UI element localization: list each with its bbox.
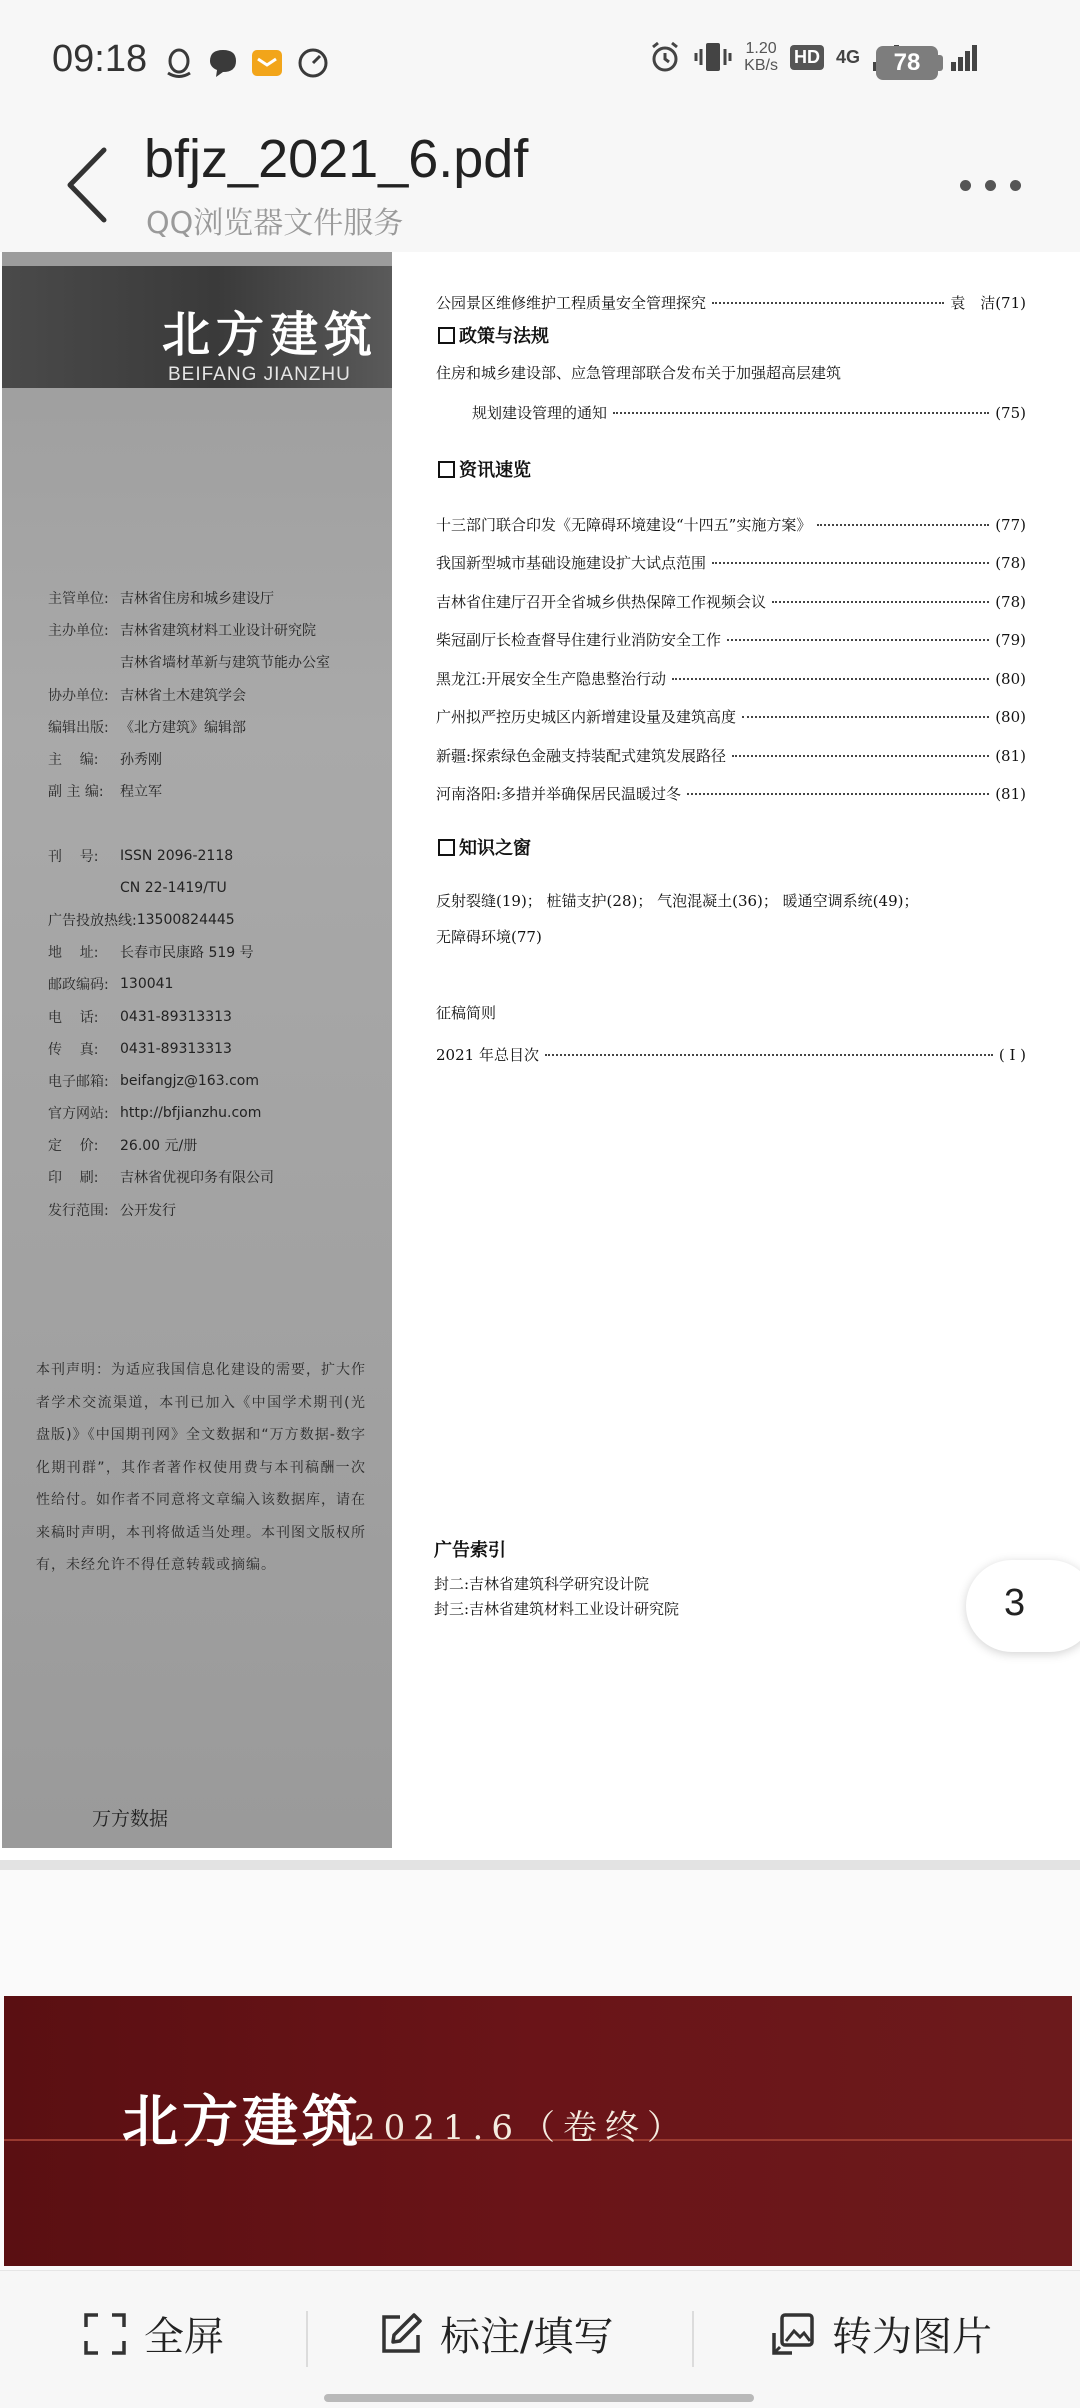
info-row: 官方网站: http://bfjianzhu.com	[48, 1105, 262, 1123]
toc-entry: 河南洛阳:多措并举确保居民温暖过冬 (81)	[436, 785, 1026, 803]
edit-icon	[378, 2311, 424, 2357]
file-subtitle: QQ浏览器文件服务	[146, 206, 404, 241]
info-row: 电 话: 0431-89313313	[48, 1008, 232, 1026]
info-row: 电子邮箱: beifangjz@163.com	[48, 1072, 259, 1090]
info-row: 刊 号: ISSN 2096-2118	[48, 847, 234, 865]
info-row: 印 刷: 吉林省优视印务有限公司	[48, 1170, 274, 1187]
info-row: 发行范围: 公开发行	[48, 1202, 176, 1219]
net-speed: 1.20 KB/s	[744, 40, 778, 74]
toc-section-heading: 知识之窗	[438, 834, 531, 860]
network-4g-label: 4G	[835, 46, 860, 67]
info-row: 地 址: 长春市民康路 519 号	[48, 945, 254, 962]
magazine-logo: 北方建筑	[162, 307, 379, 363]
toc-entry: 2021 年总目次 ( Ⅰ )	[436, 1046, 1026, 1064]
toc-entry: 柴冠副厅长检查督导住建行业消防安全工作 (79)	[436, 631, 1026, 649]
info-row: 定 价: 26.00 元/册	[48, 1138, 198, 1155]
status-bar	[0, 0, 1080, 120]
fullscreen-icon	[82, 2311, 128, 2357]
pdf-page	[0, 252, 1080, 1860]
copyright-notice: 本刊声明：为适应我国信息化建设的需要，扩大作者学术交流渠道，本刊已加入《中国学术期刊(光盘版)》《中国期刊网》全文数据和“万方数据-数字化期刊群”，其作者著作权使用费与本刊稿酬一次性给付。如作者不同意将文章编入该数据库，请在来稿时声明，本刊将做适当处理。本刊图文版权所有，未经允许不得任意转载或摘编。	[36, 1362, 366, 1573]
toc-entry: 我国新型城市基础设施建设扩大试点范围 (78)	[436, 554, 1026, 572]
checkbox-square-icon	[438, 839, 455, 856]
magazine-logo-band	[2, 266, 392, 388]
magazine-logo-en: BEIFANG JIANZHU	[168, 364, 351, 385]
hd-icon: HD	[790, 45, 824, 70]
toc-entry: 反射裂缝(19)； 桩锚支护(28)； 气泡混凝土(36)； 暖通空调系统(49)；	[436, 892, 919, 910]
home-indicator[interactable]	[324, 2394, 754, 2402]
annotate-label: 标注/填写	[440, 2314, 614, 2360]
cover-logo: 北方建筑	[122, 2089, 362, 2155]
checkbox-square-icon	[438, 327, 455, 344]
masthead-info	[48, 582, 388, 1226]
info-row: 编辑出版: 《北方建筑》编辑部	[48, 719, 246, 736]
ad-index	[434, 1536, 679, 1622]
toc-section-heading: 资讯速览	[438, 456, 531, 482]
vibrate-icon	[694, 40, 732, 74]
info-row: 吉林省墙材革新与建筑节能办公室	[120, 655, 330, 672]
info-row: 主管单位: 吉林省住房和城乡建设厅	[48, 591, 274, 608]
back-cover-band	[4, 1996, 1072, 2266]
ad-index-heading: 广告索引	[434, 1540, 506, 1561]
toc-entry: 吉林省住建厅召开全省城乡供热保障工作视频会议 (78)	[436, 593, 1026, 611]
more-dot-icon	[1010, 180, 1021, 191]
toc-entry: 新疆:探索绿色金融支持装配式建筑发展路径 (81)	[436, 747, 1026, 765]
toc-entry: 黑龙江:开展安全生产隐患整治行动 (80)	[436, 670, 1026, 688]
wanfang-watermark: 万方数据	[92, 1808, 169, 1830]
annotate-button[interactable]	[378, 2305, 613, 2362]
back-arrow-icon[interactable]	[56, 140, 116, 230]
toc-entry: 住房和城乡建设部、应急管理部联合发布关于加强超高层建筑	[436, 364, 842, 382]
battery-icon: 78	[876, 46, 938, 80]
ad-index-line: 封三:吉林省建筑材料工业设计研究院	[434, 1600, 680, 1618]
signal-icon-2	[950, 42, 980, 72]
alarm-icon	[648, 40, 682, 74]
call-for-papers: 征稿简则	[436, 1004, 497, 1022]
image-convert-icon	[770, 2311, 816, 2357]
more-dot-icon	[960, 180, 971, 191]
info-row: 广告投放热线: 13500824445	[48, 911, 235, 929]
more-dot-icon	[985, 180, 996, 191]
toolbar-divider	[306, 2311, 308, 2367]
message-icon	[206, 46, 240, 80]
info-row: 主办单位: 吉林省建筑材料工业设计研究院	[48, 623, 316, 640]
battery-tip	[938, 55, 943, 71]
status-time: 09:18	[52, 38, 148, 80]
info-row: 副 主 编: 程立军	[48, 784, 162, 801]
more-options-button[interactable]	[960, 170, 1030, 200]
info-row: CN 22-1419/TU	[120, 879, 227, 896]
fullscreen-label: 全屏	[144, 2314, 224, 2360]
convert-to-image-label: 转为图片	[832, 2314, 992, 2360]
convert-to-image-button[interactable]	[770, 2305, 992, 2362]
info-spacer	[48, 807, 388, 839]
info-row: 邮政编码: 130041	[48, 976, 174, 994]
checkbox-square-icon	[438, 461, 455, 478]
app-header	[0, 120, 1080, 252]
info-row: 传 真: 0431-89313313	[48, 1040, 232, 1058]
toolbar-divider	[692, 2311, 694, 2367]
file-title: bfjz_2021_6.pdf	[144, 129, 529, 189]
qq-icon	[162, 46, 196, 80]
bottom-toolbar	[0, 2270, 1080, 2408]
page-number-badge[interactable]: 3	[966, 1560, 1080, 1652]
speedometer-icon	[296, 46, 330, 80]
info-row: 协办单位: 吉林省土木建筑学会	[48, 687, 246, 704]
toc-entry: 广州拟严控历史城区内新增建设量及建筑高度 (80)	[436, 708, 1026, 726]
pdf-viewer[interactable]	[0, 252, 1080, 2270]
pdf-page-next	[0, 1870, 1080, 2270]
mail-icon	[250, 46, 284, 80]
toc-section-heading: 政策与法规	[438, 322, 549, 348]
ad-index-line: 封二:吉林省建筑科学研究设计院	[434, 1575, 650, 1593]
toc-entry: 十三部门联合印发《无障碍环境建设“十四五”实施方案》 (77)	[436, 516, 1026, 534]
toc-entry: 无障碍环境(77)	[436, 928, 542, 946]
fullscreen-button[interactable]	[82, 2305, 224, 2362]
info-row: 主 编: 孙秀刚	[48, 752, 162, 769]
cover-issue: 2021.6（卷终）	[354, 2108, 689, 2148]
toc-entry: 公园景区维修维护工程质量安全管理探究 袁 洁(71)	[436, 294, 1026, 312]
toc-entry: 规划建设管理的通知 (75)	[472, 404, 1026, 422]
page-separator	[0, 1860, 1080, 1870]
